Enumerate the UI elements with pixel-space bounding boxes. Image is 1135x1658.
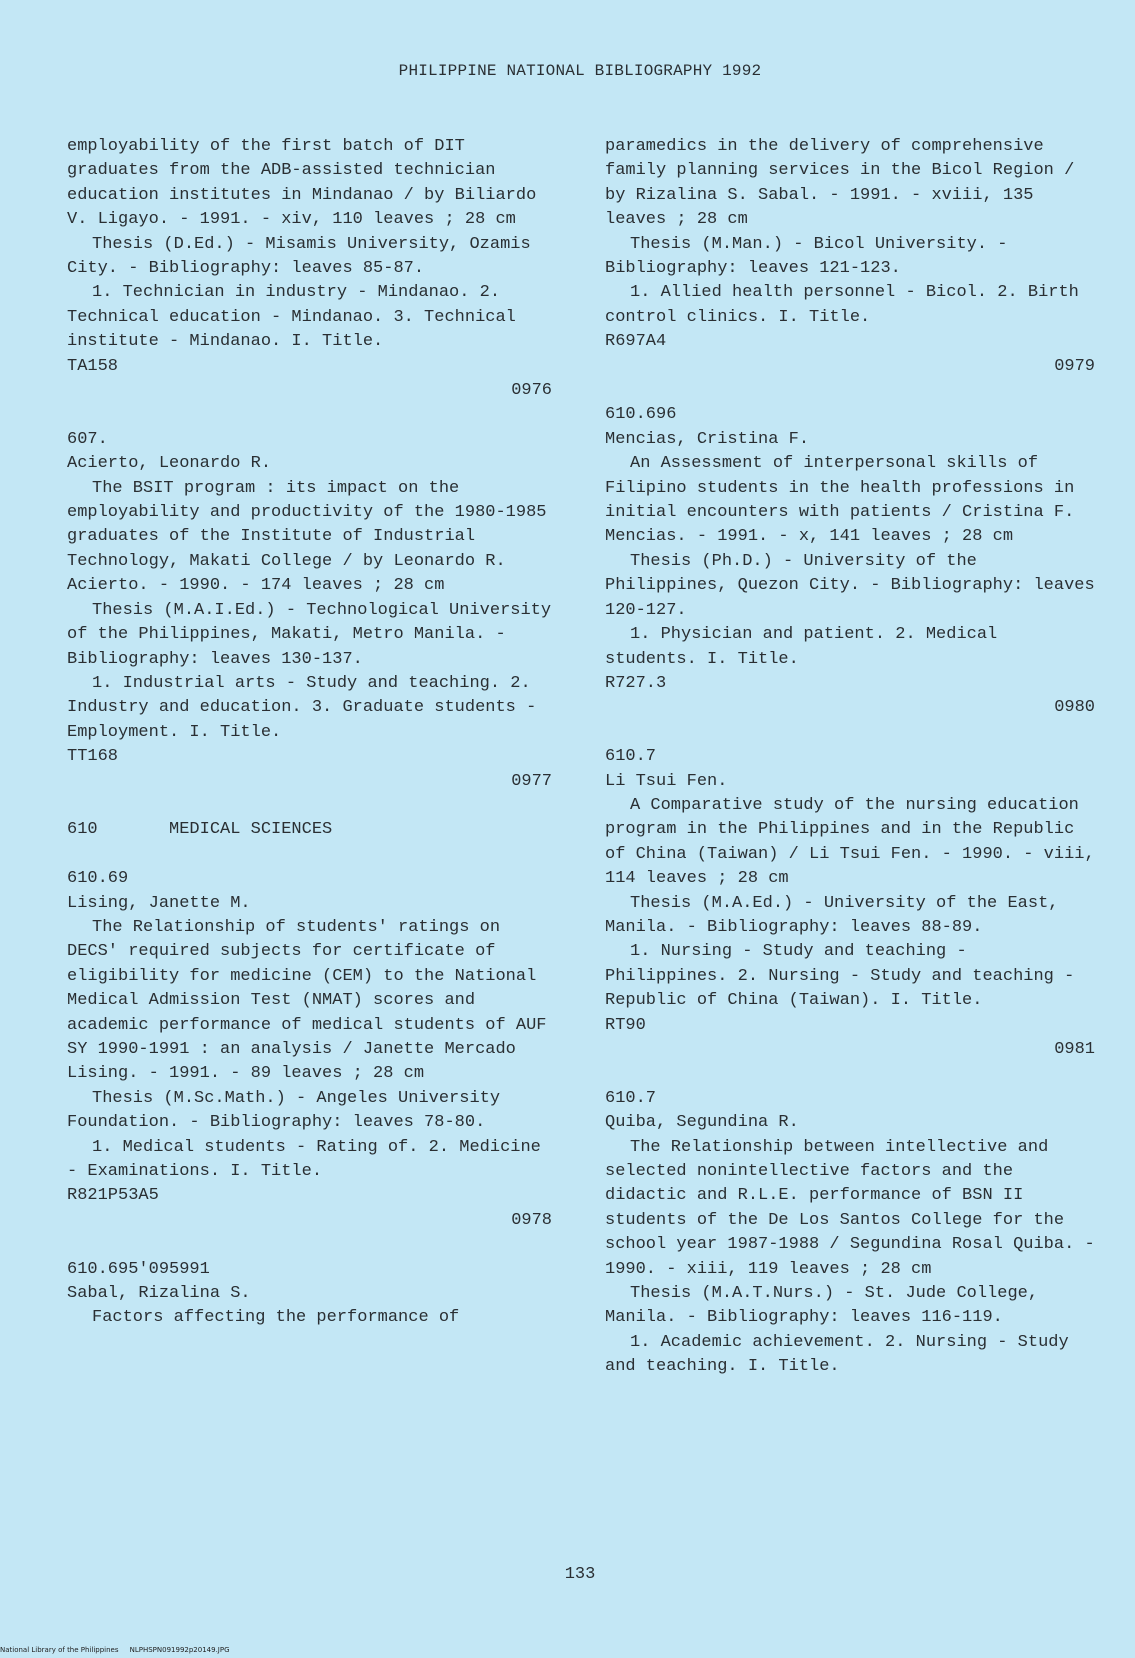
entry-class-number: 610.7 xyxy=(605,1088,657,1108)
entry-subjects: 1. Physician and patient. 2. Medical students. I. Title. xyxy=(605,625,998,669)
entry-description: The BSIT program : its impact on the employability and productivity of the 1980-1985 graduates of the Institute of Industrial Technology, Makati College / by Leonardo R. Acierto. - 1990. - 174 leaves ; 28 cm xyxy=(67,478,547,596)
entry-thesis-note: Thesis (M.A.Ed.) - University of the East, Manila. - Bibliography: leaves 88-89. xyxy=(605,893,1059,937)
entry-description: A Comparative study of the nursing education program in the Philippines and in the Republic of China (Taiwan) / Li Tsui Fen. - 1990. - viii, 114 leaves ; 28 cm xyxy=(605,795,1095,889)
page-number: 133 xyxy=(564,1565,596,1584)
entry-number: 0981 xyxy=(1054,1040,1095,1059)
entry-call-number: TT168 xyxy=(67,747,119,767)
entry-description: employability of the first batch of DIT graduates from the ADB-assisted technician education institutes in Mindanao / by Biliardo V. Ligayo. - 1991. - xiv, 110 leaves ; 28 cm xyxy=(67,137,537,230)
scan-footer: National Library of the Philippines NLPHSPN091992p20149.JPG xyxy=(0,1646,230,1654)
entry-subjects: 1. Technician in industry - Mindanao. 2. Technical education - Mindanao. 3. Technical institute - Mindanao. I. Title. xyxy=(67,283,516,352)
entry-thesis-note: Thesis (D.Ed.) - Misamis University, Ozamis City. - Bibliography: leaves 85-87. xyxy=(67,234,531,279)
entry-0982-start xyxy=(605,1087,1095,1380)
entry-author: Lising, Janette M. xyxy=(67,893,251,913)
entry-description: An Assessment of interpersonal skills of Filipino students in the health professions in initial encounters with patients / Cristina F. Mencias. - 1991. - x, 141 leaves ; 28 cm xyxy=(605,454,1075,547)
entry-class-number: 610.7 xyxy=(605,747,657,767)
entry-class-number: 607. xyxy=(67,429,108,449)
entry-author: Quiba, Segundina R. xyxy=(605,1113,799,1133)
entry-0977 xyxy=(67,428,552,794)
entry-0979-start xyxy=(67,1258,552,1331)
entry-thesis-note: Thesis (M.Sc.Math.) - Angeles University Foundation. - Bibliography: leaves 78-80. xyxy=(67,1088,501,1133)
entry-description: Factors affecting the performance of xyxy=(92,1308,460,1328)
entry-subjects: 1. Medical students - Rating of. 2. Medicine - Examinations. I. Title. xyxy=(67,1137,541,1182)
entry-number: 0977 xyxy=(511,771,552,791)
entry-0976 xyxy=(67,135,552,403)
entry-description: The Relationship between intellective and selected nonintellective factors and the didactic and R.L.E. performance of BSN II students of the De Los Santos College for the school year 1987-1988 / Segundina Rosal Quiba. - 1990. - xiii, 119 leaves ; 28 cm xyxy=(605,1137,1095,1279)
entry-subjects: 1. Allied health personnel - Bicol. 2. Birth control clinics. I. Title. xyxy=(605,283,1079,327)
entry-call-number: R821P53A5 xyxy=(67,1186,159,1206)
entry-0978 xyxy=(67,867,552,1233)
entry-thesis-note: Thesis (M.A.T.Nurs.) - St. Jude College, Manila. - Bibliography: leaves 116-119. xyxy=(605,1284,1039,1328)
entry-call-number: R697A4 xyxy=(605,332,667,352)
entry-description: The Relationship of students' ratings on DECS' required subjects for certificate of eligibility for medicine (CEM) to the National Medical Admission Test (NMAT) scores and academic performance of medical students of AUF SY 1990-1991 : an analysis / Janette Mercado Lising. - 1991. - 89 leaves ; 28 cm xyxy=(67,917,547,1084)
entry-0979 xyxy=(605,135,1095,379)
entry-number: 0979 xyxy=(1054,356,1095,376)
left-column xyxy=(67,135,552,1331)
section-heading: 610 MEDICAL SCIENCES xyxy=(67,820,333,840)
entry-subjects: 1. Academic achievement. 2. Nursing - Study and teaching. I. Title. xyxy=(605,1332,1069,1377)
entry-description: paramedics in the delivery of comprehensive family planning services in the Bicol Region / by Rizalina S. Sabal. - 1991. - xviii, 135 leaves ; 28 cm xyxy=(605,137,1075,230)
entry-class-number: 610.695'095991 xyxy=(67,1259,210,1279)
entry-call-number: R727.3 xyxy=(605,673,667,693)
entry-0981 xyxy=(605,745,1095,1062)
entry-thesis-note: Thesis (M.A.I.Ed.) - Technological University of the Philippines, Makati, Metro Manila. - Bibliography: leaves 130-137. xyxy=(67,600,552,669)
page-title: PHILIPPINE NATIONAL BIBLIOGRAPHY 1992 xyxy=(398,62,762,80)
entry-class-number: 610.69 xyxy=(67,869,129,889)
entry-class-number: 610.696 xyxy=(605,405,677,425)
entry-number: 0980 xyxy=(1054,698,1095,718)
entry-call-number: TA158 xyxy=(67,356,119,376)
entry-author: Li Tsui Fen. xyxy=(605,771,728,791)
entry-author: Acierto, Leonardo R. xyxy=(67,454,272,474)
entry-author: Mencias, Cristina F. xyxy=(605,429,810,449)
entry-thesis-note: Thesis (Ph.D.) - University of the Philippines, Quezon City. - Bibliography: leaves 120-127. xyxy=(605,551,1095,620)
right-column xyxy=(605,135,1095,1380)
entry-subjects: 1. Industrial arts - Study and teaching. 2. Industry and education. 3. Graduate students - Employment. I. Title. xyxy=(67,673,537,742)
entry-subjects: 1. Nursing - Study and teaching - Philippines. 2. Nursing - Study and teaching - Republic of China (Taiwan). I. Title. xyxy=(605,942,1075,1011)
entry-number: 0978 xyxy=(511,1210,552,1230)
entry-author: Sabal, Rizalina S. xyxy=(67,1284,251,1304)
entry-number: 0976 xyxy=(511,381,552,401)
entry-call-number: RT90 xyxy=(605,1015,646,1035)
entry-0980 xyxy=(605,403,1095,720)
entry-thesis-note: Thesis (M.Man.) - Bicol University. - Bibliography: leaves 121-123. xyxy=(605,234,1008,279)
